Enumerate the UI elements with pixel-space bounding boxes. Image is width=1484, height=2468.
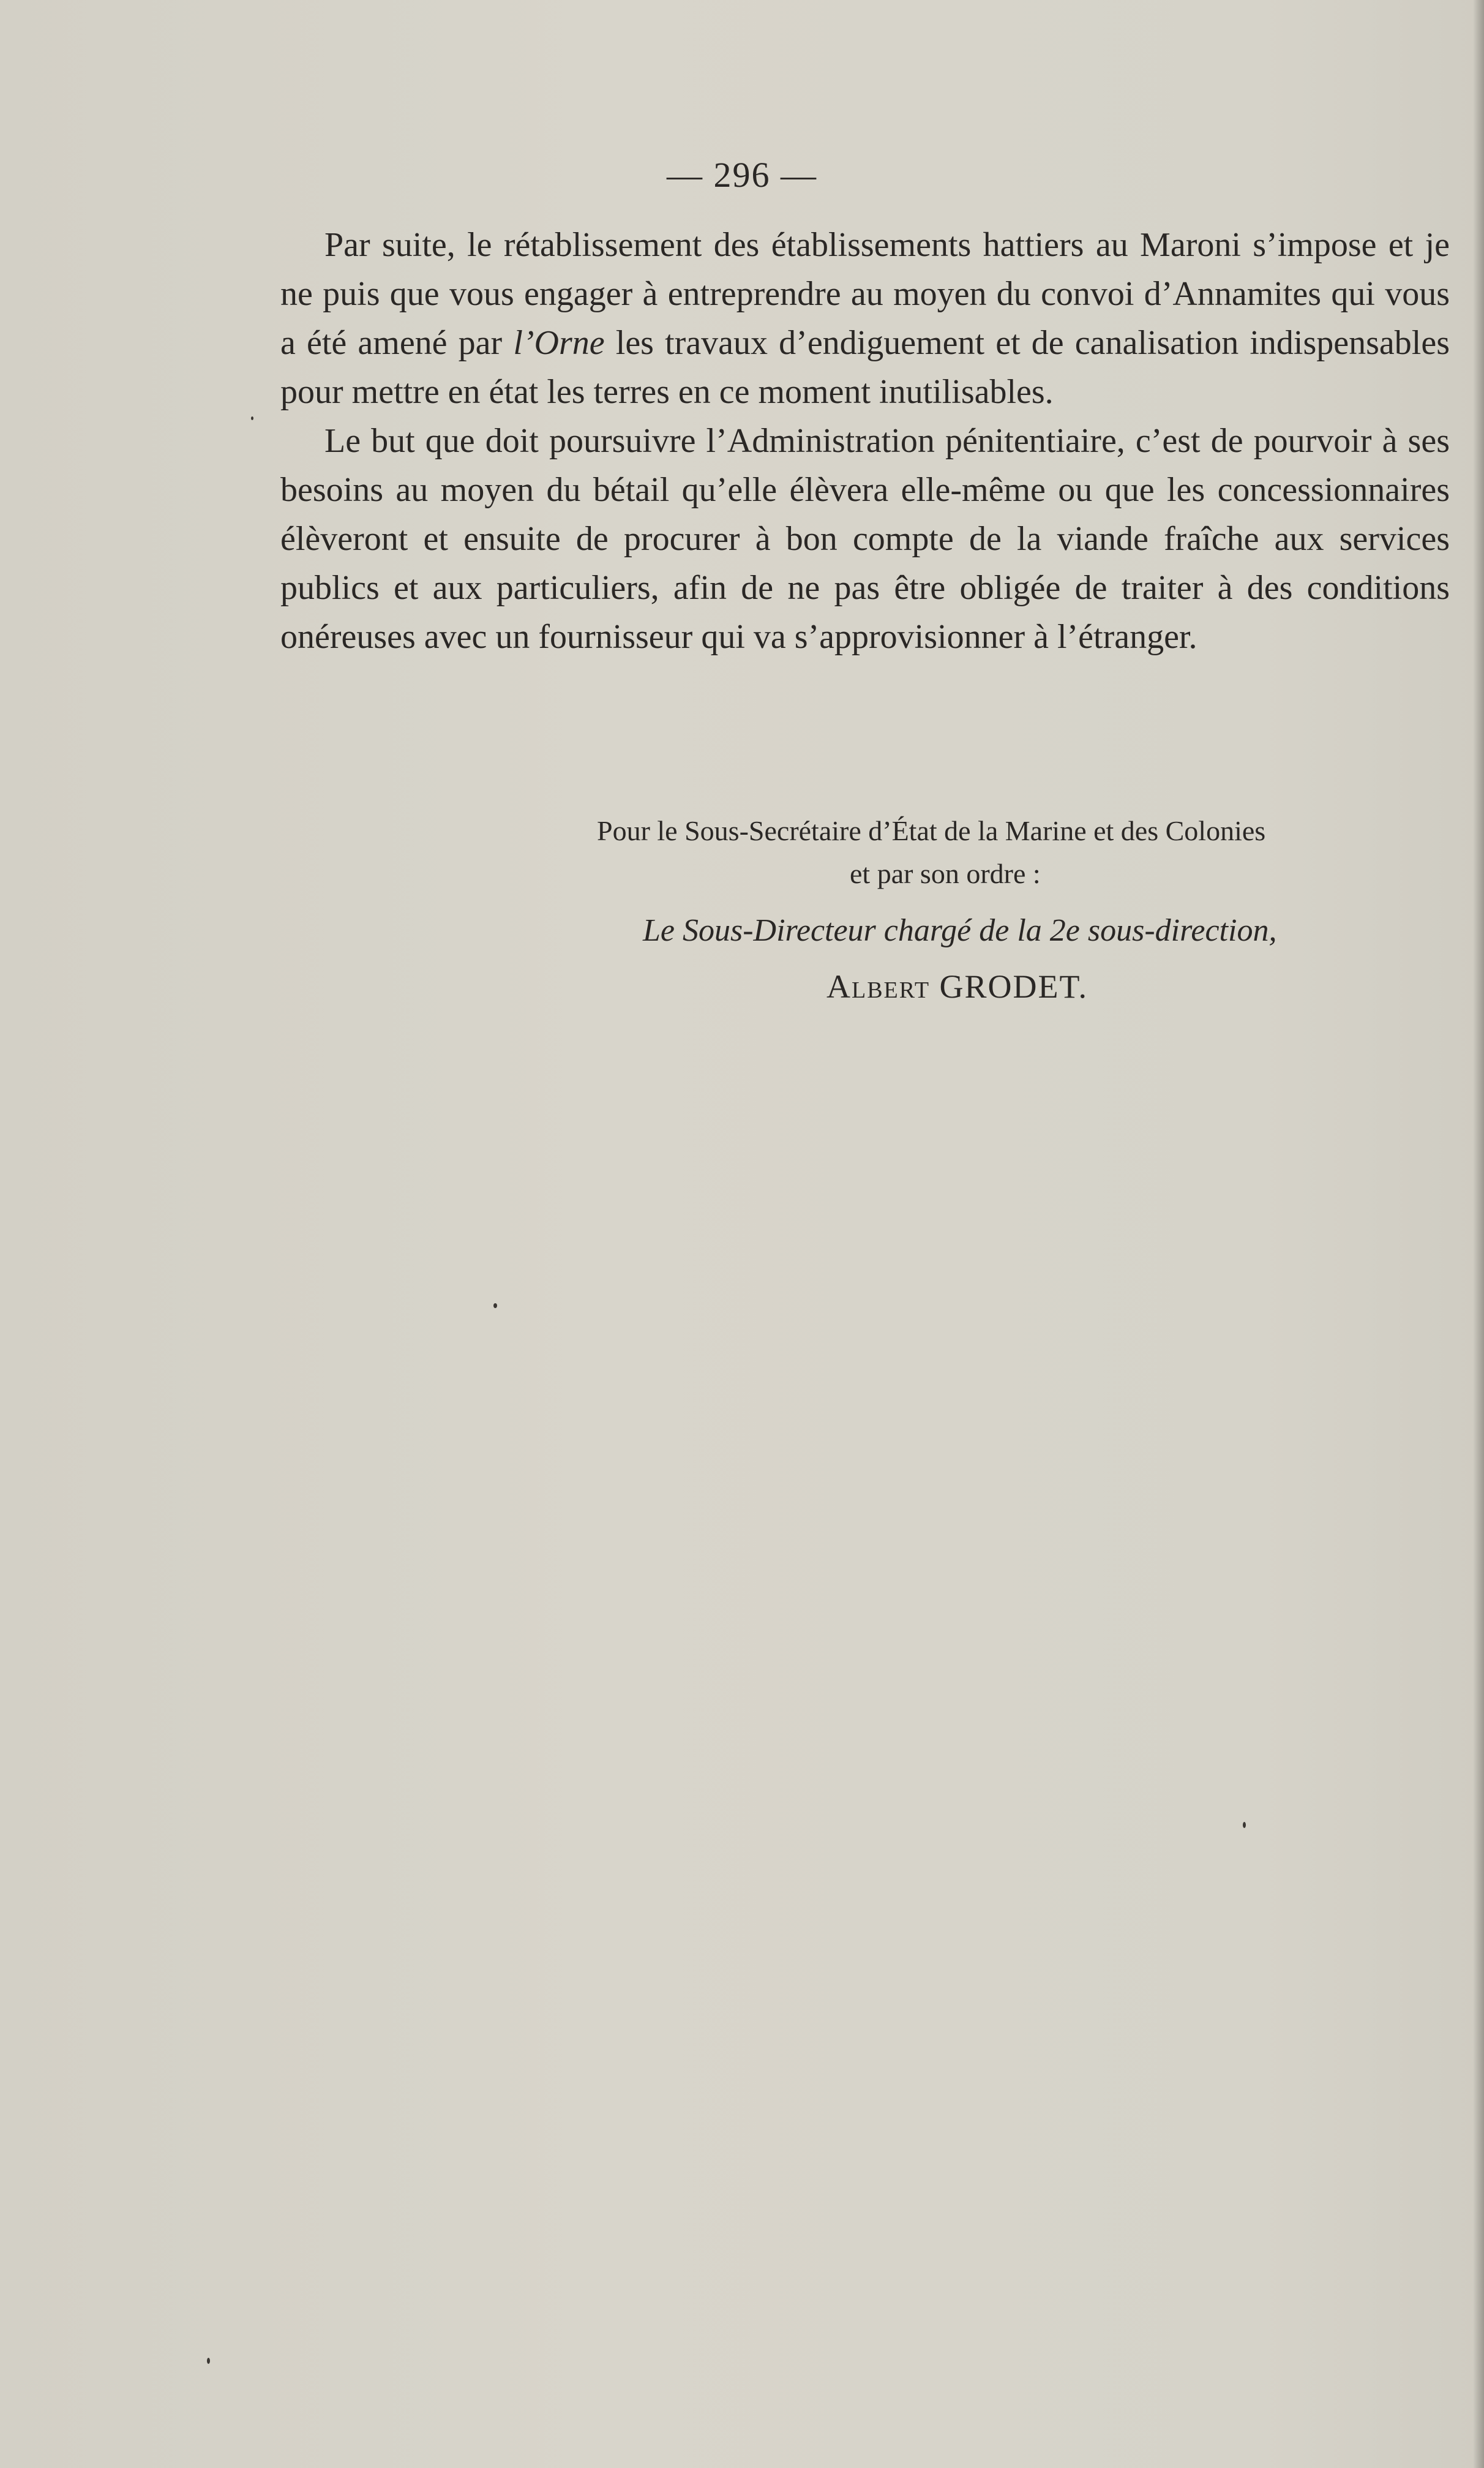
paragraph-1-text-after: les travaux d’endiguement et de canalisation indispensables pour mettre en état les terres en ce moment inutilisables. (280, 324, 1450, 411)
paper-speck (251, 416, 253, 420)
ship-name-emphasis: l’Orne (513, 324, 605, 362)
signature-order-line: et par son ordre : (850, 858, 1041, 889)
paper-speck (493, 1303, 497, 1308)
paragraph-2: Le but que doit poursuivre l’Administration pénitentiaire, c’est de pourvoir à ses besoins au moyen du bétail qu’elle élèvera elle-même ou que les concessionnaires élèveront et ensuite de procurer à bon compte de la viande fraîche aux services publics et aux particuliers, afin de ne pas être obligée de traiter à des conditions onéreuses avec un fournisseur qui va s’approvisionner à l’étranger. (280, 422, 1450, 656)
signature-authority-line: Pour le Sous-Secrétaire d’État de la Marine et des Colonies (597, 815, 1266, 846)
paper-speck (1243, 1822, 1246, 1828)
signatory-name (826, 968, 1088, 1006)
signature-title-line: Le Sous-Directeur chargé de la 2e sous-direction, (643, 913, 1277, 948)
page-number: — 296 — (667, 155, 817, 195)
body-text (280, 220, 1450, 661)
paragraph-1-text-before: Par suite, le rétablissement des établissements hattiers au Maroni s’impose et je ne puis que vous engager à entreprendre au moyen du convoi d’Annamites qui vous a été amené par (280, 226, 1450, 362)
signatory-last-name: GRODET. (939, 968, 1089, 1005)
paragraph-1 (280, 220, 1450, 416)
signatory-first-name: Albert (826, 968, 931, 1005)
paper-speck (207, 2358, 210, 2364)
page-edge-shadow (1473, 0, 1484, 2468)
